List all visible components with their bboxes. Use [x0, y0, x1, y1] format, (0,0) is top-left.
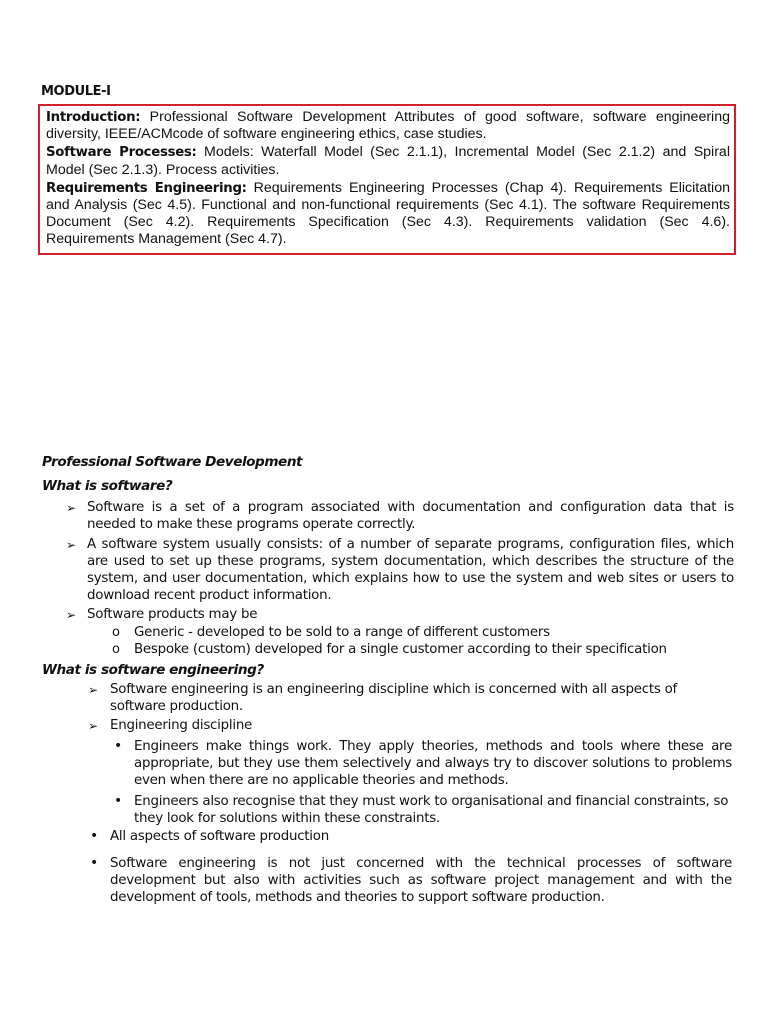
list-item-text: Engineering discipline: [110, 718, 253, 733]
heading-what-is-software-engineering: What is software engineering?: [42, 662, 264, 678]
arrow-bullet-icon: ➢: [88, 683, 98, 697]
bullet-item-text: Engineers also recognise that they must work to organisational and financial constraints, so they look for solutions within these constraints.: [134, 794, 729, 826]
list-item-text: Software engineering is an engineering discipline which is concerned with all aspects of software production.: [110, 682, 677, 714]
dot-bullet-icon: •: [114, 793, 123, 809]
introduction-label: Introduction:: [46, 110, 141, 125]
list-item: [88, 717, 714, 734]
software-processes-label: Software Processes:: [46, 145, 197, 161]
sub-list-item-text: Bespoke (custom) developed for a single customer according to their specification: [134, 642, 667, 657]
sub-list-item-text: Generic - developed to be sold to a range of different customers: [134, 625, 550, 640]
bullet-item-text: Engineers make things work. They apply theories, methods and tools where these are appropriate, but they use them selectively and always try to discover solutions to problems even when there are no applicable theories and methods.: [134, 739, 732, 788]
module-title: MODULE-I: [41, 84, 111, 99]
dot-bullet-icon: •: [90, 828, 99, 844]
dot-bullet-icon: •: [114, 738, 123, 754]
bullet-item-text: Software engineering is not just concerned with the technical processes of software development but also with activities such as software project management and with the development of tools, methods and theories to support software production.: [110, 856, 732, 905]
arrow-bullet-icon: ➢: [66, 538, 76, 552]
list-item-text: Software is a set of a program associated with documentation and configuration data that is needed to make these programs operate correctly.: [87, 500, 734, 532]
arrow-bullet-icon: ➢: [88, 719, 98, 733]
bullet-item: [88, 828, 732, 845]
bullet-item-text: All aspects of software production: [110, 829, 329, 844]
list-item: [66, 499, 734, 533]
heading-what-is-software: What is software?: [42, 478, 173, 494]
circle-bullet-icon: o: [112, 625, 120, 640]
list-item-text: A software system usually consists: of a number of separate programs, configuration files, which are used to set up these programs, system documentation, which describes the structure of the system, and user documentation, which explains how to use the system and web sites or users to download recent product information.: [87, 537, 734, 603]
arrow-bullet-icon: ➢: [66, 501, 76, 515]
list-item-text: Software products may be: [87, 607, 258, 622]
syllabus-introduction: [46, 109, 730, 143]
introduction-text: Professional Software Development Attributes of good software, software engineering diversity, IEEE/ACMcode of software engineering ethics, case studies.: [46, 109, 730, 143]
heading-professional-software-development: Professional Software Development: [42, 454, 303, 470]
syllabus-software-processes: [46, 144, 730, 178]
bullet-item: [114, 738, 732, 789]
list-item: [66, 606, 734, 623]
list-item: [66, 536, 734, 604]
bullet-item: [88, 855, 732, 906]
software-processes-text: Models: Waterfall Model (Sec 2.1.1), Incremental Model (Sec 2.1.2) and Spiral Model (Sec 2.1.3). Process activities.: [46, 144, 730, 178]
list-item: [88, 681, 714, 715]
dot-bullet-icon: •: [90, 855, 99, 871]
requirements-engineering-text: Requirements Engineering Processes (Chap 4). Requirements Elicitation and Analysis (Sec 4.5). Functional and non-functional requirements (Sec 4.1). The software Requirements Document (Sec 4.2). Requirements Specification (Sec 4.3). Requirements validation (Sec 4.6). Requirements Management (Sec 4.7).: [46, 179, 730, 248]
syllabus-requirements-engineering: [46, 180, 730, 249]
requirements-engineering-label: Requirements Engineering:: [46, 180, 247, 196]
bullet-item: [114, 793, 732, 827]
syllabus-box: [38, 104, 736, 255]
sub-list-item: [112, 624, 732, 641]
sub-list-item: [112, 641, 737, 658]
circle-bullet-icon: o: [112, 642, 120, 657]
arrow-bullet-icon: ➢: [66, 608, 76, 622]
